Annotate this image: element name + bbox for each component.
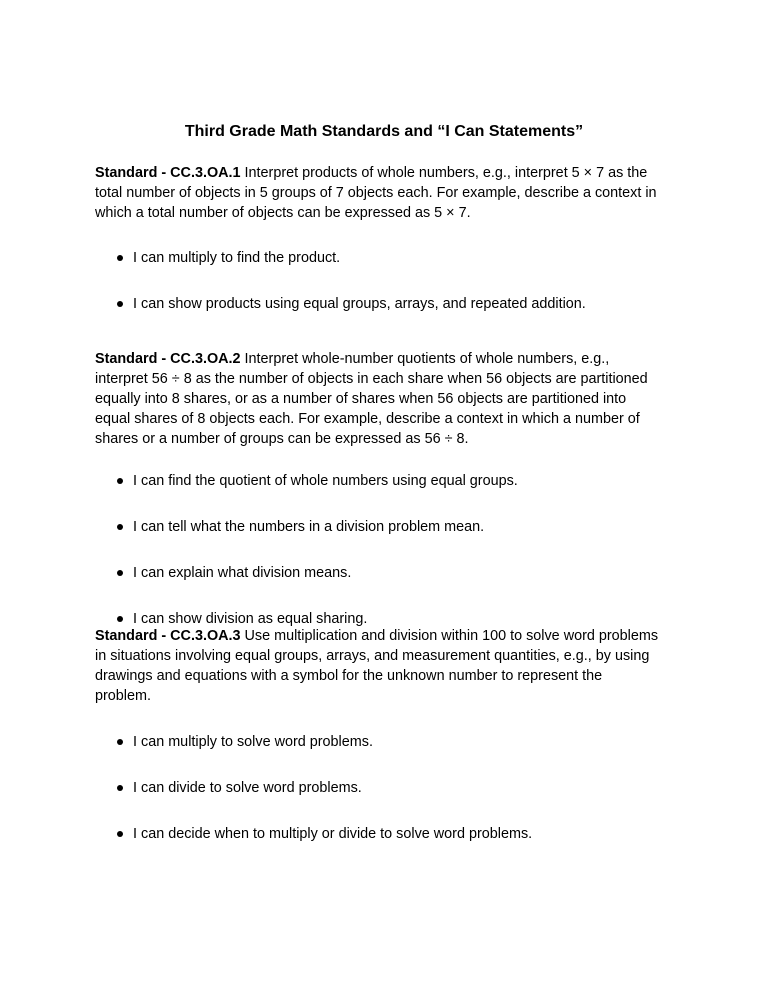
bullet-icon (117, 739, 123, 745)
i-can-list (95, 732, 660, 844)
standard-section (95, 349, 660, 629)
standard-section (95, 163, 660, 314)
standard-text: Interpret products of whole numbers, e.g., interpret 5 × 7 as the total number of objects in 5 groups of 7 objects each. For example, describe a context in which a total number of objects can be expressed as 5 × 7. (95, 165, 657, 221)
i-can-statement: I can tell what the numbers in a division problem mean. (133, 519, 485, 535)
list-item (95, 294, 660, 314)
list-item (95, 563, 660, 583)
list-item (95, 824, 660, 844)
i-can-list (95, 471, 660, 629)
standard-paragraph (95, 163, 660, 223)
standard-paragraph (95, 626, 660, 706)
standard-section (95, 626, 660, 844)
bullet-icon (117, 301, 123, 307)
list-item (95, 778, 660, 798)
i-can-list (95, 248, 660, 314)
i-can-statement: I can show products using equal groups, arrays, and repeated addition. (133, 296, 586, 312)
i-can-statement: I can find the quotient of whole numbers using equal groups. (133, 473, 518, 489)
bullet-icon (117, 524, 123, 530)
list-item (95, 732, 660, 752)
i-can-statement: I can divide to solve word problems. (133, 780, 362, 796)
standard-label: Standard - CC.3.OA.3 (95, 628, 241, 644)
page-title: Third Grade Math Standards and “I Can Statements” (184, 123, 584, 140)
standard-paragraph (95, 349, 660, 449)
list-item (95, 471, 660, 491)
i-can-statement: I can multiply to solve word problems. (133, 734, 373, 750)
bullet-icon (117, 570, 123, 576)
standard-text: Use multiplication and division within 100 to solve word problems in situations involving equal groups, arrays, and measurement quantities, e.g., by using drawings and equations with a symbol for the unknown number to represent the problem. (95, 628, 659, 704)
i-can-statement: I can explain what division means. (133, 565, 352, 581)
i-can-statement: I can decide when to multiply or divide to solve word problems. (133, 826, 533, 842)
standard-label: Standard - CC.3.OA.1 (95, 165, 241, 181)
list-item (95, 517, 660, 537)
bullet-icon (117, 478, 123, 484)
bullet-icon (117, 616, 123, 622)
list-item (95, 248, 660, 268)
bullet-icon (117, 785, 123, 791)
bullet-icon (117, 831, 123, 837)
i-can-statement: I can show division as equal sharing. (133, 611, 368, 627)
i-can-statement: I can multiply to find the product. (133, 250, 341, 266)
standard-label: Standard - CC.3.OA.2 (95, 351, 241, 367)
standard-text: Interpret whole-number quotients of whole numbers, e.g., interpret 56 ÷ 8 as the number of objects in each share when 56 objects are partitioned equally into 8 shares, or as a number of shares when 56 objects are partitioned into equal shares of 8 objects each. For example, describe a context in which a number of shares or a number of groups can be expressed as 56 ÷ 8. (95, 351, 648, 447)
bullet-icon (117, 255, 123, 261)
